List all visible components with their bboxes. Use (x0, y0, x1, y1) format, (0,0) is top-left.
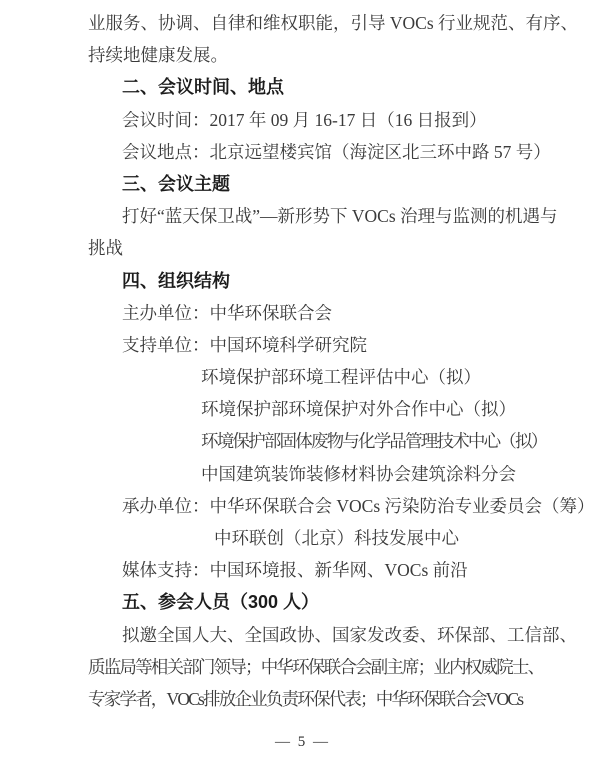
media-support-line: 媒体支持：中国环境报、新华网、VOCs 前沿 (122, 560, 468, 581)
participants-line: 质监局等相关部门领导；中华环保联合会副主席；业内权威院士、 (88, 656, 544, 677)
supporting-unit-line: 环境保护部环境工程评估中心（拟） (201, 367, 481, 388)
theme-line: 打好“蓝天保卫战”—新形势下 VOCs 治理与监测的机遇与 (122, 206, 558, 227)
section-heading-organization: 四、组织结构 (122, 270, 230, 291)
section-heading-time-location: 二、会议时间、地点 (122, 77, 284, 98)
meeting-time-line: 会议时间：2017 年 09 月 16-17 日（16 日报到） (122, 109, 487, 130)
supporting-unit-line: 环境保护部环境保护对外合作中心（拟） (201, 399, 516, 420)
supporting-unit-line: 环境保护部固体废物与化学品管理技术中心（拟） (201, 431, 547, 452)
undertaking-unit-line: 承办单位：中华环保联合会 VOCs 污染防治专业委员会（筹） (122, 495, 595, 516)
participants-line: 拟邀全国人大、全国政协、国家发改委、环保部、工信部、 (122, 624, 577, 645)
section-heading-participants: 五、参会人员（300 人） (122, 592, 320, 613)
supporting-unit-line: 中国建筑装饰装修材料协会建筑涂料分会 (201, 463, 516, 484)
participants-line: 专家学者，VOCs排放企业负责环保代表；中华环保联合会VOCs (88, 688, 523, 709)
theme-line-continuation: 挑战 (88, 238, 123, 259)
meeting-location-line: 会议地点：北京远望楼宾馆（海淀区北三环中路 57 号） (122, 141, 551, 162)
supporting-unit-line: 支持单位：中国环境科学研究院 (122, 334, 367, 355)
page-number: — 5 — (275, 734, 330, 750)
host-unit-line: 主办单位：中华环保联合会 (122, 302, 332, 323)
paragraph-line: 持续地健康发展。 (88, 45, 228, 66)
undertaking-unit-line: 中环联创（北京）科技发展中心 (214, 528, 459, 548)
section-heading-theme: 三、会议主题 (122, 173, 230, 194)
paragraph-line: 业服务、协调、自律和维权职能，引导 VOCs 行业规范、有序、 (88, 13, 579, 33)
